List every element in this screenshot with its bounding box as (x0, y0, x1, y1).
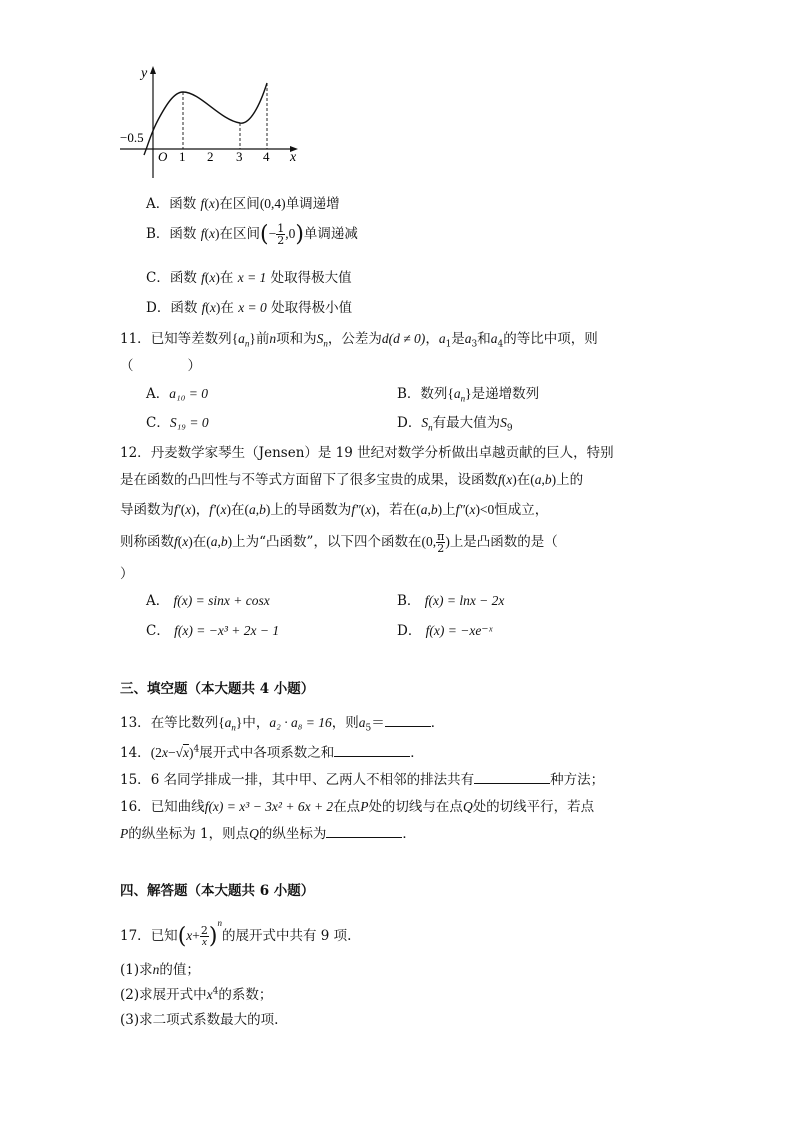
tick-label-4: 4 (263, 149, 270, 164)
q15-answer-blank[interactable] (474, 771, 550, 784)
q16-answer-blank[interactable] (326, 825, 402, 838)
q11-answer-paren: （ ） (120, 358, 201, 374)
tick-label-3: 3 (236, 149, 243, 164)
q15: 15．6 名同学排成一排，其中甲、乙两人不相邻的排法共有 种方法； (120, 772, 605, 788)
q12-option-d[interactable]: D． f(x) = −xe⁻ˣ (397, 623, 493, 639)
q10-option-a[interactable]: A．函数 f(x)在区间(0,4)单调递增 (146, 196, 340, 212)
section-4-title: 四、解答题（本大题共 6 小题） (120, 883, 315, 899)
tick-label-2: 2 (207, 149, 214, 164)
q12-option-a[interactable]: A． f(x) = sinx + cosx (146, 593, 270, 609)
function-curve (144, 83, 267, 155)
q12-line-3: 导函数为f′(x)，f′(x)在(a,b)上的导函数为f″(x)，若在(a,b)上f″(x)<0恒成立， (120, 502, 549, 518)
q11-option-d[interactable]: D．$S_n$有最大值为$S_9$ (397, 415, 513, 434)
q11-option-b[interactable]: B．数列$\{a_n\}$是递增数列 (397, 386, 540, 404)
q14-answer-blank[interactable] (334, 744, 410, 757)
q17-stem: 17．已知(x+ $\frac{2}{x}$ )$^n$的展开式中共有 9 项. (120, 918, 352, 949)
q10-option-c[interactable]: C．函数 f(x)在 x = 1 处取得极大值 (146, 270, 352, 286)
y-axis-label: y (141, 66, 148, 81)
q11-stem: 11．已知等差数列$\{a_n\}$前n项和为$S_n$，公差为d(d ≠ 0)，$a_1$是$a_3$和$a_4$的等比中项，则 (120, 331, 598, 350)
q17-sub-2: (2)求展开式中$x^4$的系数； (120, 986, 273, 1003)
neg-half-label: −0.5 (120, 130, 144, 145)
q14: 14．$(2x-√x)^4$展开式中各项系数之和 ． (120, 744, 424, 761)
q12-line-4: 则称函数f(x)在(a,b)上为“凸函数”，以下四个函数在(0, $\frac{\pi}{2}$ )上是凸函数的是（ (120, 530, 558, 555)
q13-answer-blank[interactable] (385, 714, 431, 727)
q12-line-5: ） (120, 566, 134, 582)
q10-option-b[interactable]: B．函数 f(x)在区间(− $\frac{1}{2}$ ,0)单调递减 (146, 222, 358, 247)
q12-option-c[interactable]: C． f(x) = −x³ + 2x − 1 (146, 623, 280, 639)
q17-sub-3: (3)求二项式系数最大的项. (120, 1012, 279, 1028)
q16-line-1: 16．已知曲线f(x) = x³ − 3x² + 6x + 2在点P处的切线与在点Q处的切线平行，若点 (120, 799, 595, 815)
origin-label: O (158, 149, 168, 164)
q16-line-2: P的纵坐标为 1，则点Q的纵坐标为 ． (120, 826, 416, 842)
q10-option-d[interactable]: D．函数 f(x)在 x = 0 处取得极小值 (146, 300, 353, 316)
q12-line-1: 12．丹麦数学家琴生（Jensen）是 19 世纪对数学分析做出卓越贡献的巨人，特别 (120, 445, 614, 461)
tick-label-1: 1 (179, 149, 186, 164)
q11-option-a[interactable]: A．a₁₀ = 0 (146, 386, 208, 402)
q11-option-c[interactable]: C．S₁₉ = 0 (146, 415, 209, 431)
q13: 13．在等比数列$\{a_n\}$中，a₂ · a₈ = 16，则$a_5=$ ． (120, 715, 445, 734)
y-axis-arrow-icon (150, 66, 156, 74)
x-axis-label: x (290, 150, 297, 165)
q12-line-2: 是在函数的凸凹性与不等式方面留下了很多宝贵的成果，设函数f(x)在(a,b)上的 (120, 472, 584, 488)
q12-option-b[interactable]: B． f(x) = lnx − 2x (397, 593, 505, 609)
function-graph (110, 60, 310, 185)
q17-sub-1: (1)求n的值； (120, 962, 200, 978)
section-3-title: 三、填空题（本大题共 4 小题） (120, 681, 315, 697)
